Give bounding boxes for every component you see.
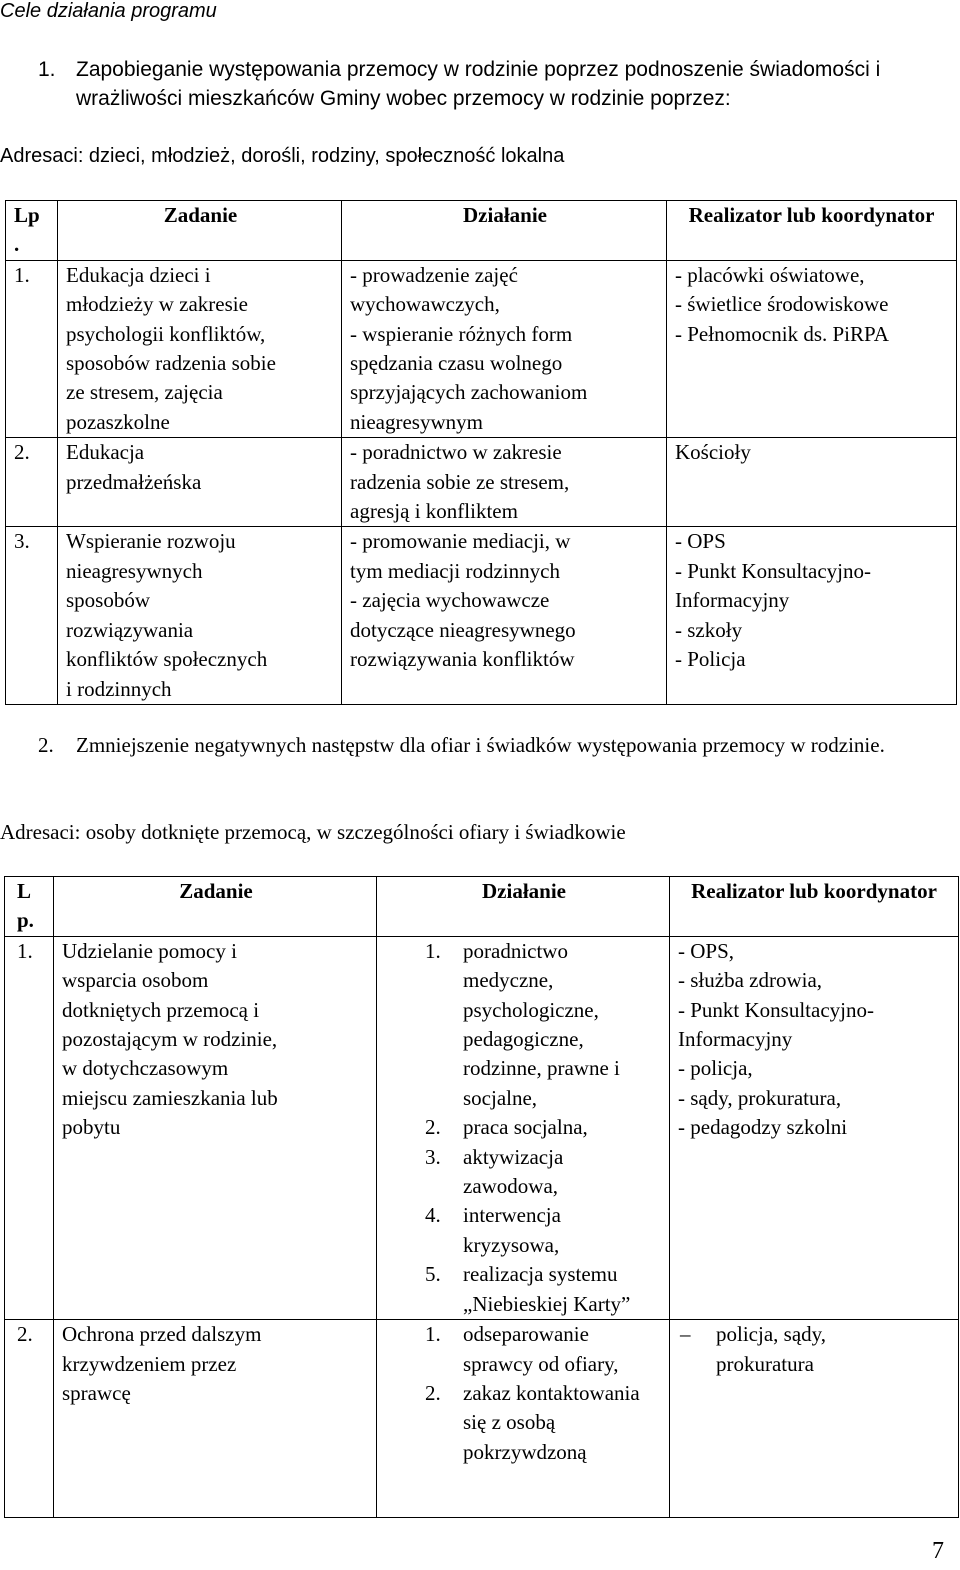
table-2-row-2-realizer: policja, sądy, prokuratura	[716, 1322, 827, 1376]
table-1-header-realizer: Realizator lub koordynator	[667, 201, 957, 261]
section-title: Cele działania programu	[0, 0, 217, 22]
table-2-row-1-lp: 1.	[5, 936, 54, 1319]
table-1-header-action: Działanie	[342, 201, 667, 261]
list-item	[425, 1143, 663, 1202]
table-1-row-1-task: Edukacja dzieci i młodzieży w zakresie psychologii konfliktów, sposobów radzenia sobie ze stresem, zajęcia pozaszkolne	[58, 260, 342, 437]
goal-1	[38, 55, 953, 113]
goal-1-text: Zapobieganie występowania przemocy w rodzinie poprzez podnoszenie świadomości i wrażliwości mieszkańców Gminy wobec przemocy w rodzinie poprzez:	[76, 58, 881, 110]
table-1-row-1-lp: 1.	[6, 260, 58, 437]
list-item	[425, 1201, 663, 1260]
goal-1-number: 1.	[38, 58, 56, 81]
table-2-header-action: Działanie	[377, 877, 670, 937]
list-item-text: interwencja kryzysowa,	[463, 1203, 561, 1257]
table-row	[6, 438, 957, 527]
table-1	[5, 200, 957, 705]
table-2-row-2-actions	[377, 1320, 670, 1518]
list-item	[425, 1260, 663, 1319]
addressees-2: Adresaci: osoby dotknięte przemocą, w szczególności ofiary i świadkowie	[0, 820, 626, 844]
table-row	[5, 1320, 959, 1518]
table-2-row-1-action-list	[425, 937, 663, 1319]
goal-2	[38, 731, 953, 760]
table-1-row-3-task: Wspieranie rozwoju nieagresywnych sposobów rozwiązywania konfliktów społecznych i rodzinnych	[58, 527, 342, 704]
table-2-header-lp: L p.	[5, 877, 54, 937]
table-2-row-1-actions	[377, 936, 670, 1319]
list-item	[425, 1113, 663, 1142]
table-row	[6, 527, 957, 704]
table-2-row-2-action-list	[425, 1320, 663, 1467]
addressees-1: Adresaci: dzieci, młodzież, dorośli, rodziny, społeczność lokalna	[0, 145, 565, 167]
page-number: 7	[932, 1538, 944, 1564]
list-item-number: 5.	[425, 1262, 441, 1287]
table-1-header-lp: Lp .	[6, 201, 58, 261]
table-1-header-row	[6, 201, 957, 261]
table-1-row-1-realizer: - placówki oświatowe, - świetlice środowiskowe - Pełnomocnik ds. PiRPA	[667, 260, 957, 437]
dash-bullet: –	[680, 1322, 691, 1347]
list-item-number: 2.	[425, 1380, 441, 1405]
list-item-number: 2.	[425, 1115, 441, 1140]
table-1-row-3-lp: 3.	[6, 527, 58, 704]
list-item-text: zakaz kontaktowania się z osobą pokrzywdzoną	[463, 1380, 640, 1464]
table-1-row-2-task: Edukacja przedmałżeńska	[58, 438, 342, 527]
table-2-row-1-realizer: - OPS, - służba zdrowia, - Punkt Konsultacyjno- Informacyjny - policja, - sądy, prokuratura, - pedagodzy szkolni	[670, 936, 959, 1319]
list-item-number: 4.	[425, 1203, 441, 1228]
table-1-row-1-action: - prowadzenie zajęć wychowawczych, - wspieranie różnych form spędzania czasu wolnego sprzyjających zachowaniom nieagresywnym	[342, 260, 667, 437]
table-1-header-task: Zadanie	[58, 201, 342, 261]
table-row	[6, 260, 957, 437]
table-1-row-2-realizer: Kościoły	[667, 438, 957, 527]
list-item	[425, 1379, 663, 1467]
table-2-row-2-task: Ochrona przed dalszym krzywdzeniem przez sprawcę	[54, 1320, 377, 1518]
table-2-header-row	[5, 877, 959, 937]
list-item-number: 1.	[425, 1322, 441, 1347]
table-2-row-2-lp: 2.	[5, 1320, 54, 1518]
table-2	[4, 876, 959, 1518]
list-item	[678, 1320, 952, 1379]
goal-2-number: 2.	[38, 733, 54, 757]
table-2-header-realizer: Realizator lub koordynator	[670, 877, 959, 937]
list-item-number: 1.	[425, 938, 441, 963]
table-2-row-2-realizer-cell	[670, 1320, 959, 1518]
list-item-text: praca socjalna,	[463, 1115, 588, 1140]
list-item	[425, 937, 663, 1113]
table-1-row-3-realizer: - OPS - Punkt Konsultacyjno- Informacyjny - szkoły - Policja	[667, 527, 957, 704]
table-2-row-1-task: Udzielanie pomocy i wsparcia osobom dotkniętych przemocą i pozostającym w rodzinie, w dotychczasowym miejscu zamieszkania lub pobytu	[54, 936, 377, 1319]
table-1-row-2-lp: 2.	[6, 438, 58, 527]
table-1-row-2-action: - poradnictwo w zakresie radzenia sobie ze stresem, agresją i konfliktem	[342, 438, 667, 527]
list-item	[425, 1320, 663, 1379]
table-1-row-3-action: - promowanie mediacji, w tym mediacji rodzinnych - zajęcia wychowawcze dotyczące nieagresywnego rozwiązywania konfliktów	[342, 527, 667, 704]
list-item-text: realizacja systemu „Niebieskiej Karty”	[463, 1262, 631, 1316]
list-item-number: 3.	[425, 1144, 441, 1169]
list-item-text: poradnictwo medyczne, psychologiczne, pedagogiczne, rodzinne, prawne i socjalne,	[463, 938, 620, 1110]
goal-2-text: Zmniejszenie negatywnych następstw dla ofiar i świadków występowania przemocy w rodzinie.	[76, 733, 885, 757]
table-row	[5, 936, 959, 1319]
table-2-header-task: Zadanie	[54, 877, 377, 937]
list-item-text: odseparowanie sprawcy od ofiary,	[463, 1322, 619, 1376]
list-item-text: aktywizacja zawodowa,	[463, 1144, 564, 1199]
